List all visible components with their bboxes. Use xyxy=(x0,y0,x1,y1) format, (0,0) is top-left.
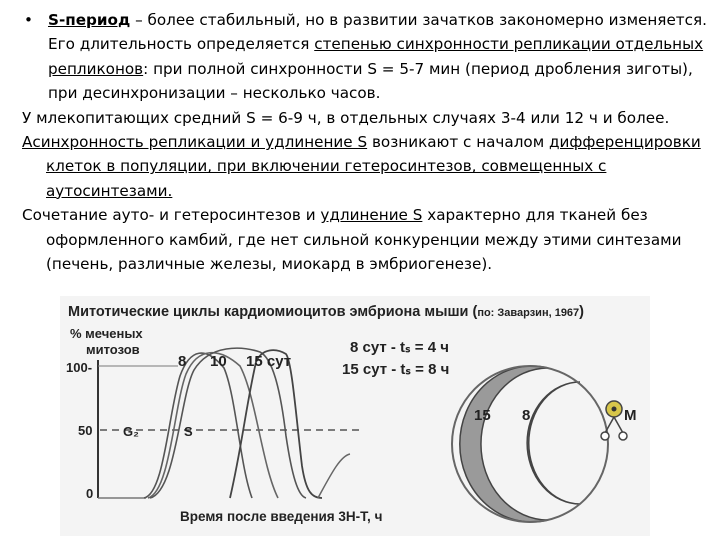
crescent-label-8: 8 xyxy=(522,407,531,424)
term-s-period: S-период xyxy=(48,11,131,29)
paragraph-s-period xyxy=(22,8,712,106)
daughter-cell-icon-right xyxy=(619,432,627,440)
y-tick-0: 0 xyxy=(86,486,94,501)
figure-title: Митотические циклы кардиомиоцитов эмбриона мыши (по: Заварзин, 1967) xyxy=(68,304,585,320)
p3-head: Асинхронность репликации и удлинение S xyxy=(22,133,368,152)
p3-tail: дифференцировки клеток в популяции, при включении гетеросинтезов, совмещенных с аутосинтезами. xyxy=(46,133,701,200)
p1-text: – более стабильный, но в развитии зачатков закономерно изменяется. Его длительность определяется xyxy=(48,11,707,54)
y-tick-100: 100- xyxy=(66,360,93,375)
y-label-line2: митозов xyxy=(86,342,140,357)
daughter-cell-icon-left xyxy=(601,432,609,440)
curve-8-days xyxy=(144,353,252,498)
paragraph-asynchrony xyxy=(22,130,712,203)
p3-mid: возникают с началом xyxy=(367,133,549,152)
crescent-8-days xyxy=(527,382,580,504)
legend-line2: 15 сут - tₛ = 8 ч xyxy=(342,361,450,378)
text-block xyxy=(22,8,712,276)
x-axis-label: Время после введения 3Н-Т, ч xyxy=(180,509,383,524)
curve-15-days xyxy=(150,348,306,498)
legend-line1: 8 сут - tₛ = 4 ч xyxy=(350,339,449,356)
crescent-label-15: 15 xyxy=(474,407,491,424)
curve-label-8: 8 xyxy=(178,353,187,370)
curve-label-15: 15 сут xyxy=(246,353,292,370)
paragraph-mammals: У млекопитающих средний S = 6-9 ч, в отдельных случаях 3-4 или 12 ч и более. xyxy=(22,108,670,127)
y-tick-50: 50 xyxy=(78,423,93,438)
g2-label: G₂ xyxy=(123,424,139,439)
p1-rest: : при полной синхронности S = 5-7 мин (период дробления зиготы), при десинхронизации – несколько часов. xyxy=(48,59,693,103)
mitosis-nucleus-icon xyxy=(612,407,617,412)
p4-a: Сочетание ауто- и гетеросинтезов и xyxy=(22,206,321,225)
s-label: S xyxy=(184,424,193,439)
curve-third-wave xyxy=(318,454,350,498)
paragraph-combination xyxy=(22,203,712,276)
mitosis-line-right xyxy=(614,417,623,433)
mitotic-cycles-figure xyxy=(60,296,650,536)
p4-b: характерно для тканей без оформленного камбий, где нет сильной конкуренции между этими синтезами (печень, различные железы, миокард в эмбриогенезе). xyxy=(46,206,682,274)
figure-svg xyxy=(60,296,650,536)
p1-underlined: степенью синхронности репликации отдельных репликонов xyxy=(48,35,704,78)
bullet: • xyxy=(24,11,33,29)
y-label-line1: % меченых xyxy=(70,326,143,341)
m-label: M xyxy=(624,407,637,424)
curve-label-10: 10 xyxy=(210,353,227,370)
p4-link: удлинение S xyxy=(320,206,423,225)
